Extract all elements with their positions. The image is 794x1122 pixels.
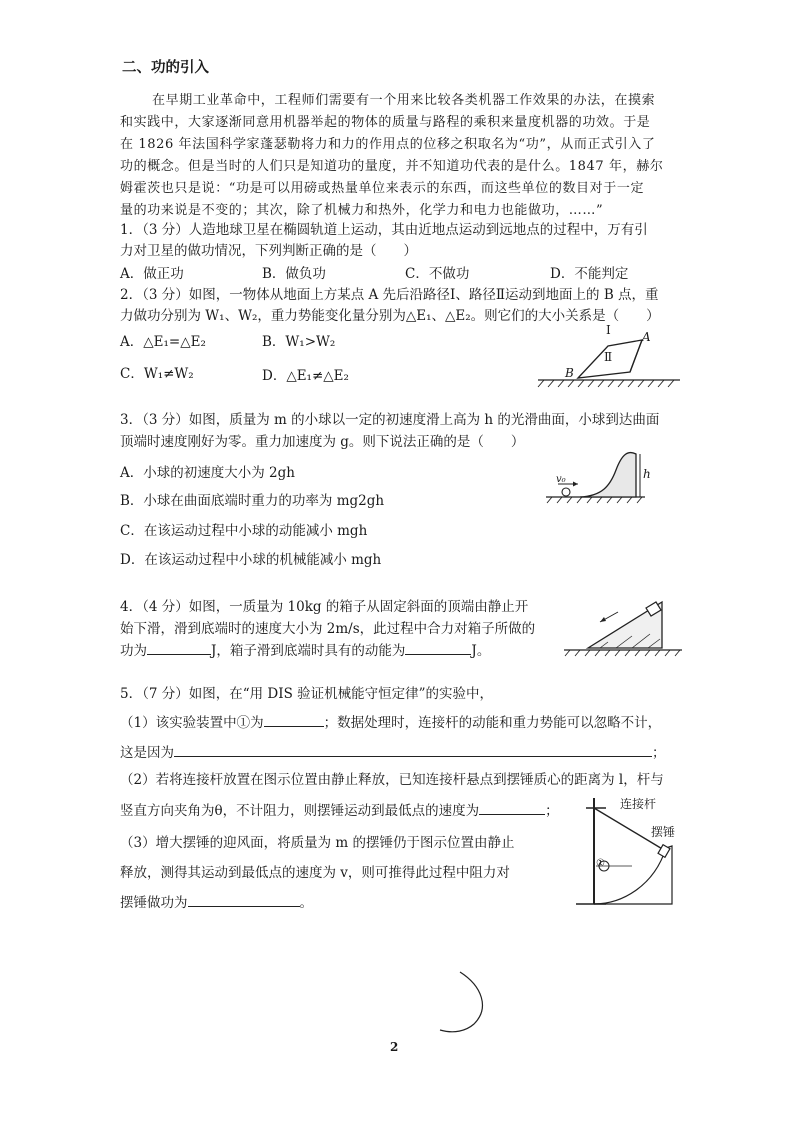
intro-line: 姆霍茨也只是说：“功是可以用磅或热量单位来表示的东西，而这些单位的数目对于一定 bbox=[120, 181, 645, 196]
q5-p3-text-d: 。 bbox=[299, 895, 313, 911]
section-title: 二、功的引入 bbox=[122, 60, 209, 76]
q4-text-b: J，箱子滑到底端时具有的动能为 bbox=[211, 643, 406, 659]
q3-stem-line: 3．（3 分）如图，质量为 m 的小球以一定的初速度滑上高为 h 的光滑曲面，小球到达曲面 bbox=[120, 412, 660, 428]
q5-p1-text-b: ；数据处理时，连接杆的动能和重力势能可以忽略不计， bbox=[323, 715, 662, 731]
q4-text-c: J。 bbox=[471, 643, 491, 659]
q4-line-1: 4．（4 分）如图，一质量为 10kg 的箱子从固定斜面的顶端由静止开 bbox=[120, 599, 529, 615]
q3-label-h: h bbox=[643, 467, 651, 481]
q2-option-c: C．W₁≠W₂ bbox=[120, 366, 194, 382]
q3-stem-line: 顶端时速度刚好为零。重力加速度为 g。则下说法正确的是（ ） bbox=[120, 434, 525, 450]
q2-option-b: B．W₁>W₂ bbox=[262, 334, 336, 350]
q3-option-b: B．小球在曲面底端时重力的功率为 mg2gh bbox=[120, 493, 385, 509]
q5-p2-blank[interactable] bbox=[479, 800, 545, 815]
q1-option-d: D．不能判定 bbox=[550, 266, 629, 282]
q1-stem-line: 力对卫星的做功情况，下列判断正确的是（ ） bbox=[120, 243, 417, 259]
q3-option-a: A．小球的初速度大小为 2gh bbox=[120, 465, 295, 481]
q2-option-d: D．△E₁≠△E₂ bbox=[262, 368, 349, 384]
q1-stem-line: 1．（3 分）人造地球卫星在椭圆轨道上运动，其由近地点运动到远地点的过程中，万有引 bbox=[120, 222, 648, 238]
q4-figure bbox=[560, 588, 690, 660]
intro-line: 在早期工业革命中，工程师们需要有一个用来比较各类机器工作效果的办法，在摸索 bbox=[152, 93, 656, 108]
q5-p3-blank[interactable] bbox=[188, 892, 300, 907]
intro-line: 量的功来说是不变的；其次，除了机械力和热外，化学力和电力也能做功，……” bbox=[120, 203, 604, 218]
q5-p1-blank-1[interactable] bbox=[264, 712, 324, 727]
q4-line-2: 始下滑，滑到底端时的速度大小为 2m/s，此过程中合力对箱子所做的 bbox=[120, 621, 536, 637]
q5-p1-blank-2[interactable] bbox=[174, 742, 652, 757]
q5-label-rod: 连接杆 bbox=[620, 797, 657, 811]
q3-option-d: D．在该运动过程中小球的机械能减小 mgh bbox=[120, 552, 382, 568]
q2-label-a: A bbox=[642, 330, 651, 344]
intro-line: 在 1826 年法国科学家蓬瑟勒将力和力的作用点的位移之积取名为“功”，从而正式引入了 bbox=[120, 137, 656, 152]
q1-option-b: B．做负功 bbox=[262, 266, 326, 282]
q5-p1-text-c: 这是因为 bbox=[120, 745, 174, 761]
q5-part-2-line-1: （2）若将连接杆放置在图示位置由静止释放，已知连接杆悬点到摆锤质心的距离为 l，杆与 bbox=[120, 772, 664, 788]
q5-label-bob: 摆锤 bbox=[651, 825, 676, 839]
q5-p3-text-c: 摆锤做功为 bbox=[120, 895, 188, 911]
q4-text-a: 功为 bbox=[120, 643, 147, 659]
q5-p2-text-b: 竖直方向夹角为θ，不计阻力，则摆锤运动到最低点的速度为 bbox=[120, 803, 480, 819]
page-number: 2 bbox=[390, 1040, 399, 1054]
q5-label-sensor: ① bbox=[596, 858, 605, 869]
q5-part-2-line-2 bbox=[120, 799, 559, 819]
q4-answer-blank-2[interactable] bbox=[405, 640, 471, 655]
q3-option-c: C．在该运动过程中小球的动能减小 mgh bbox=[120, 523, 368, 539]
intro-line: 和实践中，大家逐渐同意用机器举起的物体的质量与路程的乘积来量度机器的功效。于是 bbox=[120, 115, 651, 130]
q5-part-1-line-1 bbox=[120, 711, 661, 731]
q3-label-v0: v₀ bbox=[556, 474, 566, 485]
q2-label-path1: Ⅰ bbox=[606, 323, 611, 337]
q5-title: 5．（7 分）如图，在“用 DIS 验证机械能守恒定律”的实验中， bbox=[120, 686, 494, 702]
q5-pendulum-figure bbox=[572, 794, 692, 916]
q2-stem-line: 力做功分别为 W₁、W₂，重力势能变化量分别为△E₁、△E₂。则它们的大小关系是（ ） bbox=[120, 308, 660, 324]
q2-stem-line: 2．（3 分）如图，一物体从地面上方某点 A 先后沿路径Ⅰ、路径Ⅱ运动到地面上的 B 点，重 bbox=[120, 287, 659, 303]
q2-label-path2: Ⅱ bbox=[604, 350, 613, 364]
pen-curve-mark bbox=[420, 968, 500, 1038]
q1-option-c: C．不做功 bbox=[405, 266, 470, 282]
q4-answer-blank-1[interactable] bbox=[147, 640, 211, 655]
q5-part-3-line-2: 释放，测得其运动到最低点的速度为 v，则可推得此过程中阻力对 bbox=[120, 865, 510, 881]
q2-label-b: B bbox=[565, 366, 574, 380]
q5-part-1-line-2 bbox=[120, 741, 666, 761]
q1-option-a: A．做正功 bbox=[120, 266, 184, 282]
q5-p1-text-a: （1）该实验装置中①为 bbox=[120, 715, 264, 731]
q5-p1-text-d: ； bbox=[652, 745, 666, 761]
q5-p2-text-c: ； bbox=[545, 803, 559, 819]
q2-option-a: A．△E₁=△E₂ bbox=[120, 334, 206, 350]
q4-line-3 bbox=[120, 639, 490, 659]
q5-part-3-line-3 bbox=[120, 891, 313, 911]
intro-line: 功的概念。但是当时的人们只是知道功的量度，并不知道功代表的是什么。1847 年，赫尔 bbox=[120, 159, 664, 174]
q5-part-3-line-1: （3）增大摆锤的迎风面，将质量为 m 的摆锤仍于图示位置由静止 bbox=[120, 835, 515, 851]
